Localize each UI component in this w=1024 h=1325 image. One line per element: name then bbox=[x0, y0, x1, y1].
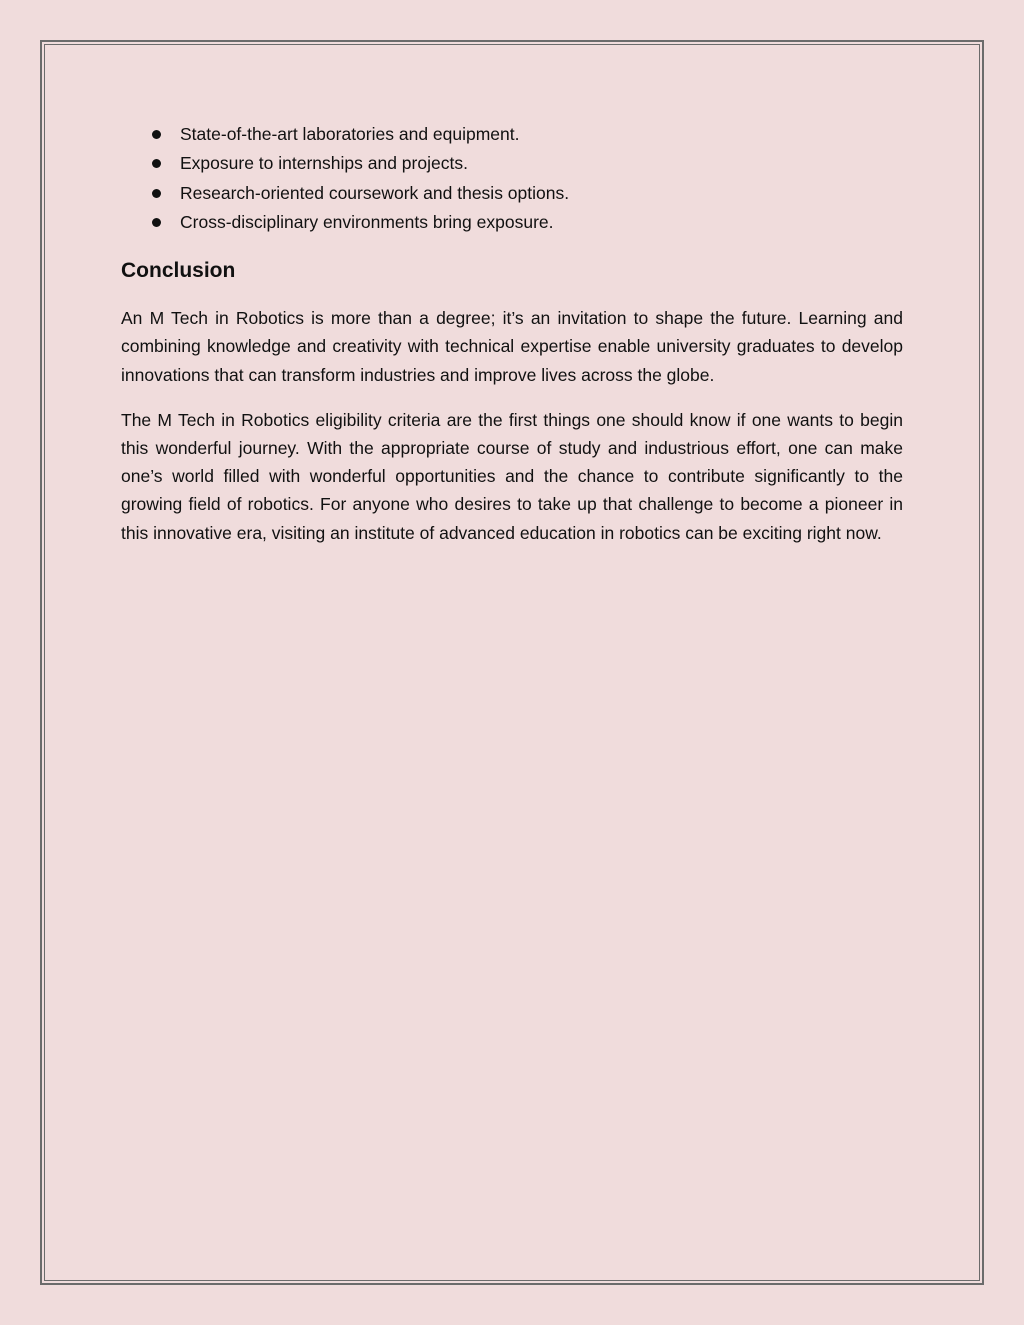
conclusion-paragraph-1: An M Tech in Robotics is more than a degree; it’s an invitation to shape the future. Learning and combining knowledge and creativity with technical expertise enable university graduates to develop innovations that can transform industries and improve lives across the globe. bbox=[121, 308, 903, 385]
list-item-text: Cross-disciplinary environments bring exposure. bbox=[180, 211, 554, 232]
document-body bbox=[121, 120, 903, 547]
list-item bbox=[121, 120, 903, 149]
bullet-icon bbox=[152, 189, 161, 198]
list-item-text: State-of-the-art laboratories and equipment. bbox=[180, 124, 520, 144]
bullet-icon bbox=[152, 159, 161, 168]
list-item bbox=[121, 149, 903, 178]
bullet-icon bbox=[152, 130, 161, 139]
bullet-icon bbox=[152, 218, 161, 227]
list-item bbox=[121, 208, 903, 237]
list-item-text: Exposure to internships and projects. bbox=[180, 153, 468, 174]
feature-bullet-list bbox=[121, 120, 903, 237]
section-heading: Conclusion bbox=[121, 259, 236, 283]
conclusion-paragraph-2: The M Tech in Robotics eligibility criteria are the first things one should know if one wants to begin this wonderful journey. With the appropriate course of study and industrious effort, one can make one’s world filled with wonderful opportunities and the chance to contribute significantly to the growing field of robotics. For anyone who desires to take up that challenge to become a pioneer in this innovative era, visiting an institute of advanced education in robotics can be exciting right now. bbox=[121, 409, 903, 543]
list-item-text: Research-oriented coursework and thesis options. bbox=[180, 182, 570, 203]
list-item bbox=[121, 179, 903, 208]
